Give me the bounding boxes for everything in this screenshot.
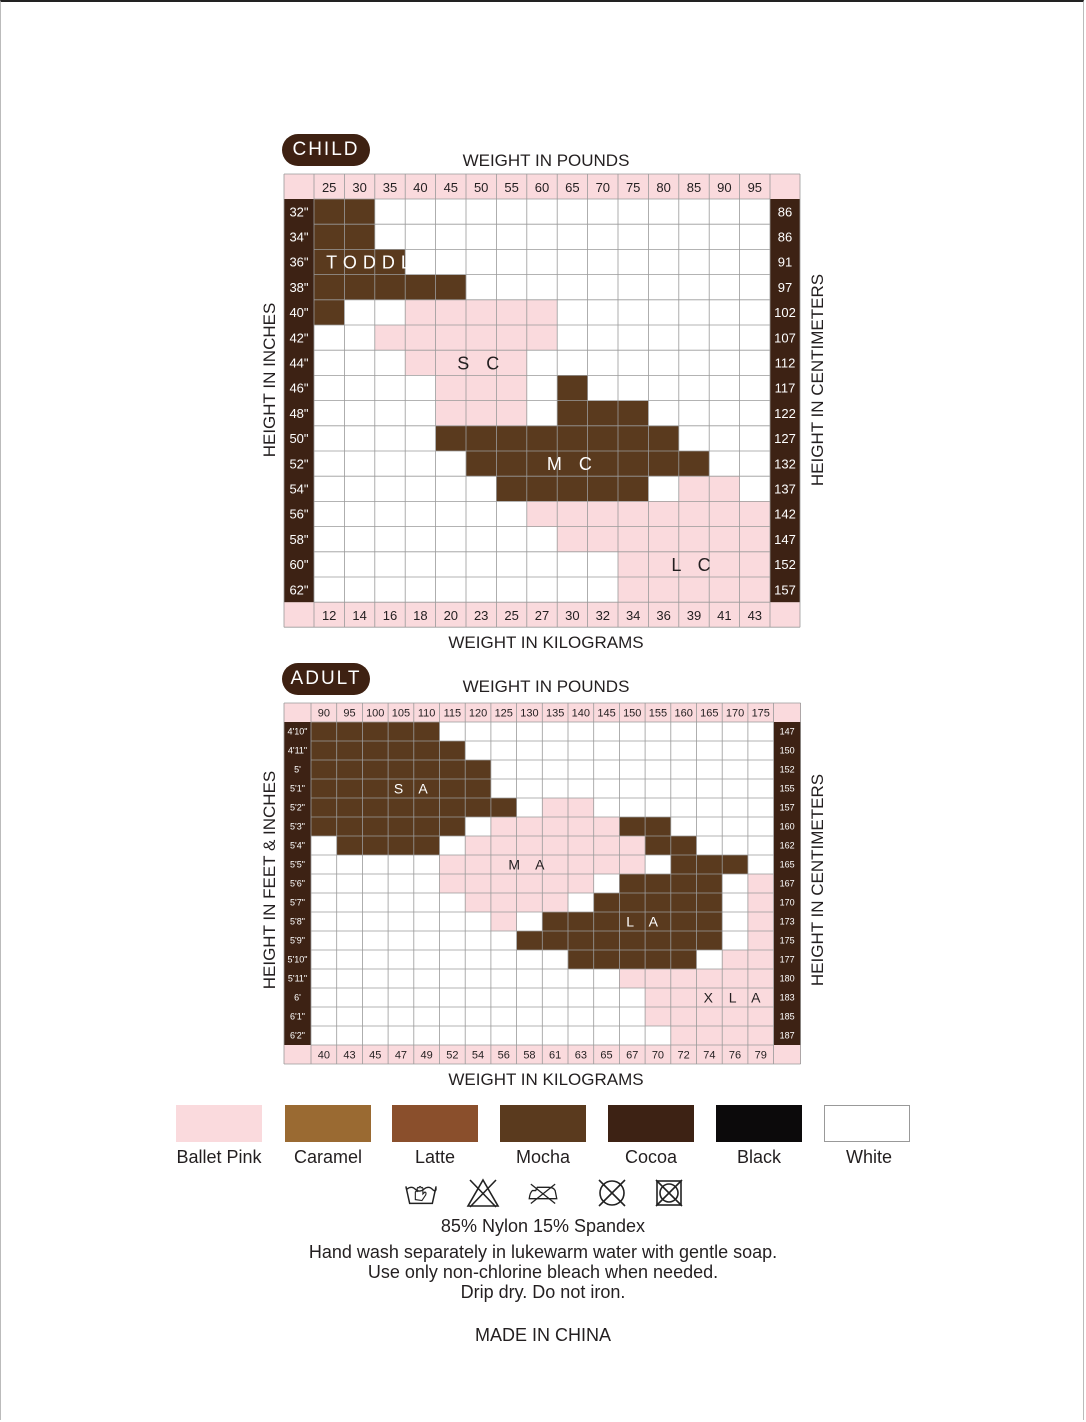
child-y2-tick: 147	[774, 531, 796, 547]
adult-y-tick: 6'2"	[290, 1030, 305, 1041]
care-line-2: Use only non-chlorine bleach when needed.	[367, 1262, 719, 1282]
child-x2-tick: 43	[747, 608, 763, 624]
child-y2-tick: 122	[774, 405, 796, 421]
adult-x2-tick: 43	[343, 1049, 356, 1062]
adult-y2-tick: 160	[779, 821, 795, 832]
adult-y-tick: 6'1"	[290, 1011, 305, 1022]
child-x2-tick: 16	[382, 608, 398, 624]
child-x2-tick: 18	[413, 608, 428, 624]
child-y-tick: 36"	[289, 254, 309, 270]
adult-region-2-cell-7	[568, 950, 697, 969]
adult-x2-tick: 79	[754, 1049, 767, 1062]
adult-x-tick: 95	[343, 707, 356, 720]
child-y-tick: 58"	[289, 531, 309, 547]
adult-x-tick: 120	[468, 707, 488, 720]
adult-region-3-cell-0	[748, 874, 774, 893]
adult-region-1-cell-1	[491, 817, 620, 836]
child-x2-tick: 23	[473, 608, 489, 624]
swatch-label-mocha: Mocha	[515, 1147, 571, 1167]
swatch-latte	[392, 1105, 478, 1142]
adult-y-tick: 5'8"	[290, 916, 305, 927]
care-line-1: Hand wash separately in lukewarm water with gentle soap.	[308, 1242, 778, 1262]
adult-region-label: M A	[508, 856, 551, 873]
child-x2-tick: 12	[321, 608, 337, 624]
adult-region-0-cell-0	[311, 722, 440, 741]
adult-y2-tick: 173	[779, 916, 795, 927]
adult-y-tick: 5'10"	[287, 954, 308, 965]
adult-x2-tick: 65	[600, 1049, 613, 1062]
child-x-tick: 75	[625, 180, 641, 195]
adult-x2-tick: 40	[317, 1049, 330, 1062]
child-y-tick: 44"	[289, 355, 309, 371]
do-not-bleach-icon	[466, 1178, 500, 1208]
swatch-white	[824, 1105, 910, 1142]
swatch-mocha	[500, 1105, 586, 1142]
adult-x2-tick: 63	[574, 1049, 587, 1062]
child-y2-tick: 117	[774, 380, 796, 396]
adult-y2-tick: 152	[779, 764, 795, 775]
adult-y2-tick: 155	[779, 783, 795, 794]
child-y-tick: 42"	[289, 330, 309, 346]
adult-x2-tick: 74	[703, 1049, 716, 1062]
swatch-label-white: White	[845, 1147, 892, 1167]
adult-y-title: HEIGHT IN FEET & INCHES	[260, 770, 279, 990]
adult-y2-tick: 170	[779, 897, 795, 908]
adult-x2-tick: 47	[394, 1049, 408, 1062]
child-x2-tick: 39	[686, 608, 702, 624]
adult-y2-tick: 167	[779, 878, 795, 889]
hand-wash-icon	[404, 1178, 438, 1208]
child-y2-tick: 97	[777, 279, 793, 295]
child-x-tick: 30	[352, 180, 367, 195]
adult-x-title: WEIGHT IN POUNDS	[462, 677, 630, 696]
adult-y2-tick: 180	[779, 973, 795, 984]
child-x2-tick: 14	[352, 608, 367, 624]
adult-badge: ADULT	[282, 663, 370, 695]
child-y-tick: 48"	[289, 405, 309, 421]
adult-y2-tick: 165	[779, 859, 795, 870]
child-x2-title: WEIGHT IN KILOGRAMS	[448, 633, 644, 652]
adult-y2-tick: 157	[779, 802, 795, 813]
adult-region-3-cell-1	[748, 893, 774, 912]
child-y-tick: 52"	[289, 456, 309, 472]
adult-x-tick: 155	[648, 707, 668, 720]
adult-x-tick: 105	[391, 707, 411, 720]
swatch-caramel	[285, 1105, 371, 1142]
adult-y-tick: 5'2"	[290, 802, 305, 813]
child-region-label: L C	[671, 554, 717, 575]
child-y-tick: 38"	[289, 279, 309, 295]
child-y2-tick: 127	[774, 431, 796, 447]
adult-x2-tick: 76	[728, 1049, 742, 1062]
adult-y2-tick: 175	[779, 935, 795, 946]
adult-x2-tick: 49	[420, 1049, 433, 1062]
adult-x-tick: 165	[700, 707, 719, 720]
adult-x2-tick: 70	[651, 1049, 665, 1062]
adult-x-tick: 170	[725, 707, 745, 720]
adult-region-2-cell-2	[671, 855, 748, 874]
do-not-iron-icon	[526, 1178, 560, 1208]
adult-x2-tick: 58	[523, 1049, 536, 1062]
adult-x-tick: 160	[674, 707, 693, 720]
adult-x2-tick: 67	[626, 1049, 639, 1062]
adult-y-tick: 5'6"	[290, 878, 305, 889]
child-y2-tick: 86	[777, 229, 793, 245]
child-x-tick: 35	[382, 180, 398, 195]
child-y2-tick: 112	[774, 355, 796, 371]
adult-y2-tick: 177	[779, 954, 795, 965]
child-y2-tick: 157	[774, 582, 796, 598]
child-x-title: WEIGHT IN POUNDS	[462, 151, 630, 170]
do-not-tumble-dry-icon	[652, 1178, 686, 1208]
care-line-3: Drip dry. Do not iron.	[460, 1282, 626, 1302]
adult-region-2-cell-4	[594, 893, 723, 912]
adult-x-tick: 175	[751, 707, 770, 720]
swatch-black	[716, 1105, 802, 1142]
child-y2-title: HEIGHT IN CENTIMETERS	[808, 273, 827, 487]
child-y2-tick: 86	[777, 204, 793, 220]
do-not-dry-clean-icon	[595, 1178, 629, 1208]
child-y2-tick: 107	[774, 330, 796, 346]
child-region-label: S C	[457, 353, 506, 374]
child-x2-tick: 27	[534, 608, 550, 624]
child-y2-tick: 152	[774, 557, 796, 573]
adult-x-tick: 110	[417, 707, 436, 720]
adult-x2-tick: 54	[471, 1049, 485, 1062]
color-legend	[0, 1105, 1086, 1165]
adult-region-0-cell-2	[311, 760, 491, 779]
child-x-tick: 55	[504, 180, 519, 195]
child-y-tick: 50"	[289, 431, 309, 447]
adult-x-tick: 100	[366, 707, 385, 720]
child-x2-tick: 25	[504, 608, 519, 624]
swatch-ballet-pink	[176, 1105, 262, 1142]
adult-x-tick: 140	[571, 707, 591, 720]
adult-region-3-cell-3	[748, 931, 774, 950]
child-y-tick: 54"	[289, 481, 309, 497]
child-badge: CHILD	[282, 134, 370, 166]
adult-y-tick: 5'1"	[290, 783, 305, 794]
adult-x-tick: 90	[317, 707, 330, 720]
child-x-tick: 90	[717, 180, 732, 195]
child-y-tick: 46"	[289, 380, 309, 396]
child-y-tick: 34"	[289, 229, 309, 245]
adult-y-tick: 4'11"	[287, 745, 308, 756]
child-x-tick: 60	[534, 180, 550, 195]
child-x-tick: 50	[473, 180, 489, 195]
adult-x-tick: 130	[520, 707, 539, 720]
child-x-tick: 40	[413, 180, 428, 195]
adult-y-tick: 5'3"	[290, 821, 305, 832]
child-y2-tick: 142	[774, 506, 796, 522]
child-y2-tick: 132	[774, 456, 796, 472]
adult-region-label: X L A	[703, 989, 767, 1006]
child-y-tick: 40"	[289, 305, 309, 321]
child-y2-tick: 137	[774, 481, 796, 497]
swatch-label-black: Black	[736, 1147, 781, 1167]
child-y2-tick: 91	[777, 254, 793, 270]
made-in-text: MADE IN CHINA	[474, 1325, 611, 1345]
child-x-tick: 95	[747, 180, 763, 195]
child-x-tick: 45	[443, 180, 459, 195]
child-x-tick: 80	[656, 180, 671, 195]
child-x-tick: 85	[686, 180, 702, 195]
adult-region-3-cell-2	[748, 912, 774, 931]
adult-x2-tick: 61	[549, 1049, 562, 1062]
adult-y2-tick: 162	[779, 840, 795, 851]
swatch-cocoa	[608, 1105, 694, 1142]
child-x2-tick: 34	[625, 608, 641, 624]
adult-x2-tick: 72	[677, 1049, 690, 1062]
adult-y-tick: 5'5"	[290, 859, 305, 870]
swatch-label-ballet-pink: Ballet Pink	[176, 1147, 262, 1167]
child-y2-tick: 102	[774, 305, 796, 321]
adult-y-tick: 6'	[294, 992, 301, 1003]
adult-x2-tick: 52	[446, 1049, 459, 1062]
adult-region-label: L A	[626, 913, 664, 930]
child-y-title: HEIGHT IN INCHES	[260, 302, 279, 458]
adult-y-tick: 5'7"	[290, 897, 305, 908]
adult-y2-tick: 185	[779, 1011, 795, 1022]
child-y-tick: 32"	[289, 204, 309, 220]
child-x-tick: 70	[595, 180, 611, 195]
adult-x-tick: 145	[597, 707, 616, 720]
adult-region-1-cell-2	[465, 836, 645, 855]
adult-y2-title: HEIGHT IN CENTIMETERS	[808, 773, 827, 987]
adult-y-tick: 5'	[294, 764, 301, 775]
adult-y2-tick: 187	[779, 1030, 795, 1041]
adult-x2-title: WEIGHT IN KILOGRAMS	[448, 1070, 644, 1089]
adult-x-tick: 115	[443, 707, 462, 720]
child-region-label: TODDLER	[326, 252, 454, 273]
adult-y2-tick: 183	[779, 992, 795, 1003]
material-text: 85% Nylon 15% Spandex	[440, 1216, 646, 1236]
child-x2-tick: 30	[565, 608, 580, 624]
adult-x-tick: 125	[494, 707, 513, 720]
adult-y2-tick: 147	[779, 726, 795, 737]
care-icons	[0, 1178, 1086, 1212]
adult-y-tick: 5'9"	[290, 935, 305, 946]
adult-y-tick: 4'10"	[287, 726, 308, 737]
swatch-label-caramel: Caramel	[293, 1147, 363, 1167]
adult-y2-tick: 150	[779, 745, 795, 756]
child-x2-tick: 41	[717, 608, 732, 624]
swatch-label-latte: Latte	[414, 1147, 456, 1167]
child-y-tick: 62"	[289, 582, 309, 598]
adult-y-tick: 5'11"	[287, 973, 308, 984]
child-x2-tick: 20	[443, 608, 459, 624]
adult-x-tick: 150	[623, 707, 642, 720]
adult-region-label: S A	[393, 780, 434, 797]
child-x2-tick: 32	[595, 608, 611, 624]
child-x-tick: 65	[565, 180, 580, 195]
child-x-tick: 25	[321, 180, 337, 195]
adult-region-3-cell-7	[645, 1007, 774, 1026]
child-y-tick: 60"	[289, 557, 309, 573]
child-region-label: M C	[546, 454, 598, 475]
adult-x2-tick: 45	[369, 1049, 382, 1062]
swatch-label-cocoa: Cocoa	[624, 1147, 678, 1167]
child-y-tick: 56"	[289, 506, 309, 522]
adult-x2-tick: 56	[497, 1049, 510, 1062]
child-x2-tick: 36	[656, 608, 671, 624]
adult-region-1-cell-6	[491, 912, 517, 931]
adult-x-tick: 135	[545, 707, 565, 720]
adult-y-tick: 5'4"	[290, 840, 305, 851]
